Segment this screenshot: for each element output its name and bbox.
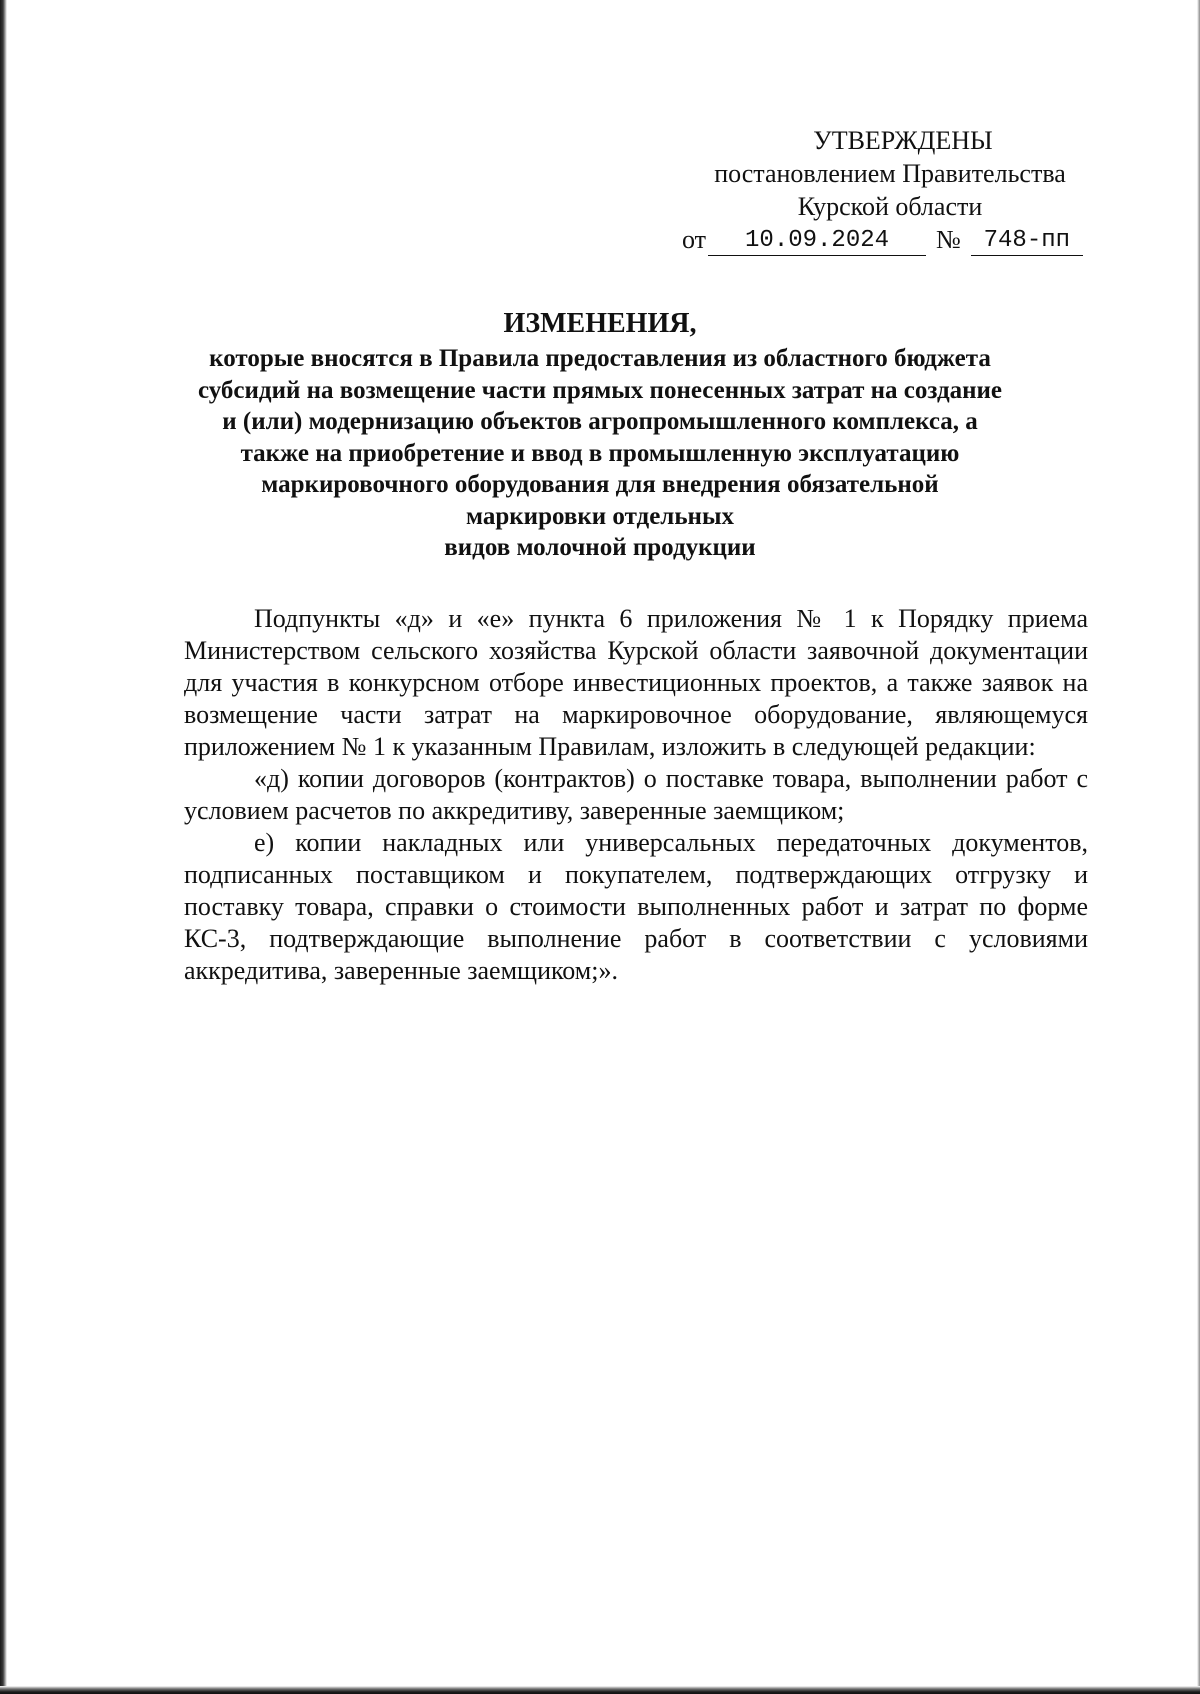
title-line: и (или) модернизацию объектов агропромышленного комплекса, а — [222, 408, 978, 435]
title-line: субсидий на возмещение части прямых понесенных затрат на создание — [197, 376, 1003, 404]
title-line: также на приобретение и ввод в промышленную эксплуатацию — [240, 439, 960, 467]
scan-edge-bottom — [0, 1686, 1200, 1694]
body-paragraph: е) копии накладных или универсальных передаточных документов, подписанных поставщиком и покупателем, подтверждающих отгрузку и поставку товара, справки о стоимости выполненных работ и затрат по форме КС-3, подтверждающие выполнение работ в соответствии с условиями аккредитива, заверенные заемщиком;». — [184, 828, 1088, 985]
document-title — [150, 306, 1050, 564]
decree-label: постановлением Правительства — [714, 159, 1066, 188]
title-line: которые вносятся в Правила предоставления из областного бюджета — [209, 345, 991, 372]
decree-number: 748-пп — [971, 227, 1083, 256]
date-prefix: от — [682, 225, 707, 254]
scan-edge-left — [0, 0, 7, 1694]
title-line: маркировочного оборудования для внедрения обязательной — [261, 471, 939, 498]
approved-label: УТВЕРЖДЕНЫ — [813, 126, 993, 155]
number-sign: № — [936, 225, 961, 254]
body-paragraph: «д) копии договоров (контрактов) о поставке товара, выполнении работ с условием расчетов по аккредитиву, заверенные заемщиком; — [184, 764, 1088, 825]
title-heading: ИЗМЕНЕНИЯ, — [503, 308, 697, 339]
region-label: Курской области — [797, 192, 983, 221]
title-line: видов молочной продукции — [444, 534, 756, 561]
decree-date: 10.09.2024 — [708, 227, 926, 256]
date-number-row — [682, 223, 1140, 256]
approval-stamp — [640, 124, 1140, 256]
body-paragraph: Подпункты «д» и «е» пункта 6 приложения № 1 к Порядку приема Министерством сельского хозяйства Курской области заявочной документации для участия в конкурсном отборе инвестиционных проектов, а также заявок на возмещение части затрат на маркировочное оборудование, являющемуся приложением № 1 к указанным Правилам, изложить в следующей редакции: — [184, 604, 1088, 761]
document-body — [184, 603, 1088, 987]
title-line: маркировки отдельных — [466, 502, 734, 530]
